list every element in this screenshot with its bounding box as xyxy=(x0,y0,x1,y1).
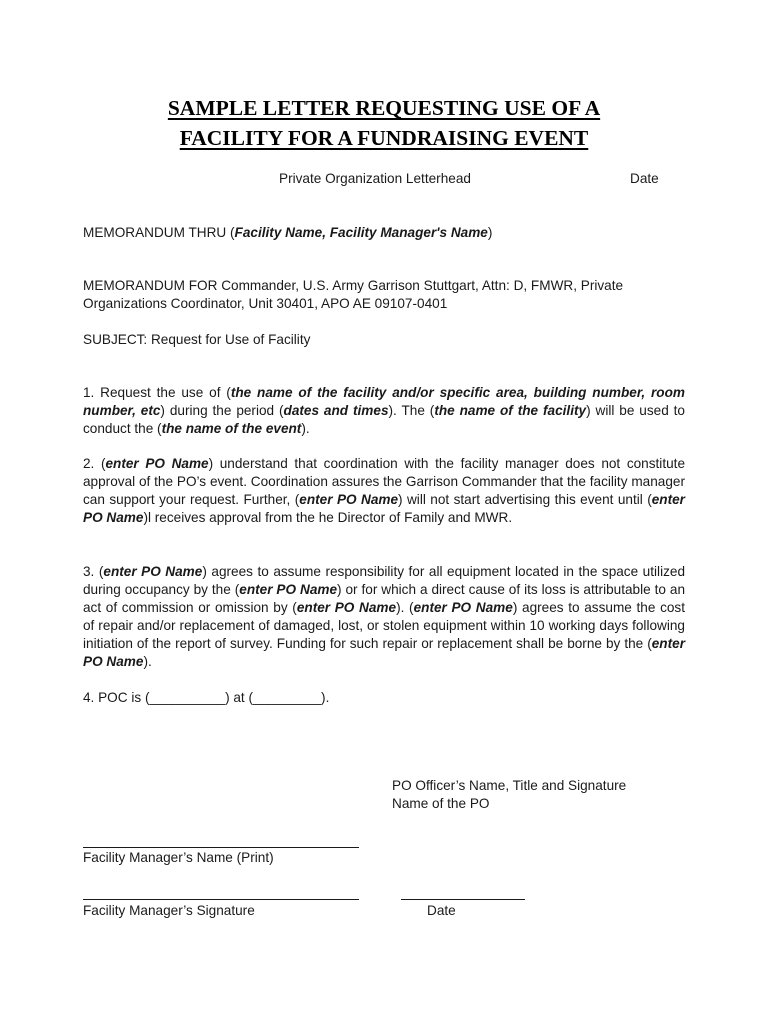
p3-text-1: 3. ( xyxy=(83,564,104,579)
letterhead-label: Private Organization Letterhead xyxy=(279,171,471,186)
p2-text-3: ) will not start advertising this event until ( xyxy=(398,492,652,507)
paragraph-4-poc: 4. POC is (__________) at (_________). xyxy=(83,690,330,705)
p3-text-4: ). ( xyxy=(396,600,414,615)
p3-placeholder-3: enter PO Name xyxy=(296,600,397,615)
memo-for-line-2: Organizations Coordinator, Unit 30401, APO AE 09107-0401 xyxy=(83,296,448,311)
memo-thru-prefix: MEMORANDUM THRU ( xyxy=(83,225,235,240)
facility-manager-name-label: Facility Manager’s Name (Print) xyxy=(83,850,274,865)
facility-manager-signature-line xyxy=(83,899,359,900)
p3-placeholder-4: enter PO Name xyxy=(413,600,513,615)
facility-manager-date-line xyxy=(401,899,525,900)
p3-text-2: ) agrees to assume responsibility for all equipment located in the space utilized during occupancy by the ( xyxy=(83,564,686,597)
memo-thru-suffix: ) xyxy=(487,225,493,240)
po-signature-line-1: PO Officer’s Name, Title and Signature xyxy=(392,778,627,793)
p2-placeholder-1: enter PO Name xyxy=(105,456,209,471)
p2-placeholder-2: enter PO Name xyxy=(299,492,399,507)
p3-placeholder-1: enter PO Name xyxy=(103,564,203,579)
facility-manager-name-line xyxy=(83,847,359,848)
p1-text-5: ). xyxy=(301,421,310,436)
p1-text-3: ). The ( xyxy=(388,403,435,418)
p3-text-5: ) agrees to assume the cost of repair and/or replacement of damaged, lost, or stolen equipment within 10 working days following initiation of the report of survey. Funding for such repair or replacement shall be borne by the ( xyxy=(83,600,686,651)
po-signature-line-2: Name of the PO xyxy=(392,796,490,811)
memo-for-line-1: MEMORANDUM FOR Commander, U.S. Army Garrison Stuttgart, Attn: D, FMWR, Private xyxy=(83,278,624,293)
document-title xyxy=(0,93,768,153)
memo-thru-placeholder: Facility Name, Facility Manager's Name xyxy=(234,225,488,240)
p1-placeholder-2: dates and times xyxy=(283,403,389,418)
title-line-1: SAMPLE LETTER REQUESTING USE OF A xyxy=(167,96,601,120)
p1-placeholder-1: the name of the facility and/or specific area, building number, room number, etc xyxy=(83,385,685,418)
paragraph-3 xyxy=(83,563,685,671)
p1-text-2: ) during the period ( xyxy=(160,403,284,418)
p1-placeholder-4: the name of the event xyxy=(161,421,302,436)
facility-manager-signature-label: Facility Manager’s Signature xyxy=(83,903,255,918)
p2-text-4: )l receives approval from the he Director of Family and MWR. xyxy=(143,510,513,525)
p1-placeholder-3: the name of the facility xyxy=(434,403,587,418)
p3-text-6: ). xyxy=(143,654,152,669)
p2-placeholder-3: enter PO Name xyxy=(83,492,685,525)
p2-text-1: 2. ( xyxy=(83,456,106,471)
facility-manager-date-label: Date xyxy=(427,903,456,918)
p3-placeholder-2: enter PO Name xyxy=(239,582,338,597)
paragraph-1 xyxy=(83,384,685,438)
paragraph-2 xyxy=(83,455,685,527)
p3-text-3: ) or for which a direct cause of its loss is attributable to an act of commission or omission by ( xyxy=(83,582,685,615)
subject-line: SUBJECT: Request for Use of Facility xyxy=(83,332,311,347)
p1-text-4: ) will be used to conduct the ( xyxy=(83,403,685,436)
memo-thru-line xyxy=(83,224,492,242)
p3-placeholder-5: enter PO Name xyxy=(83,636,685,669)
p1-text-1: 1. Request the use of ( xyxy=(83,385,231,400)
title-line-2: FACILITY FOR A FUNDRAISING EVENT xyxy=(179,126,589,150)
p2-text-2: ) understand that coordination with the facility manager does not constitute approval of the PO’s event. Coordination assures the Garrison Commander that the facility manager can support your request. Further, ( xyxy=(83,456,686,507)
letterhead-date: Date xyxy=(630,171,659,186)
